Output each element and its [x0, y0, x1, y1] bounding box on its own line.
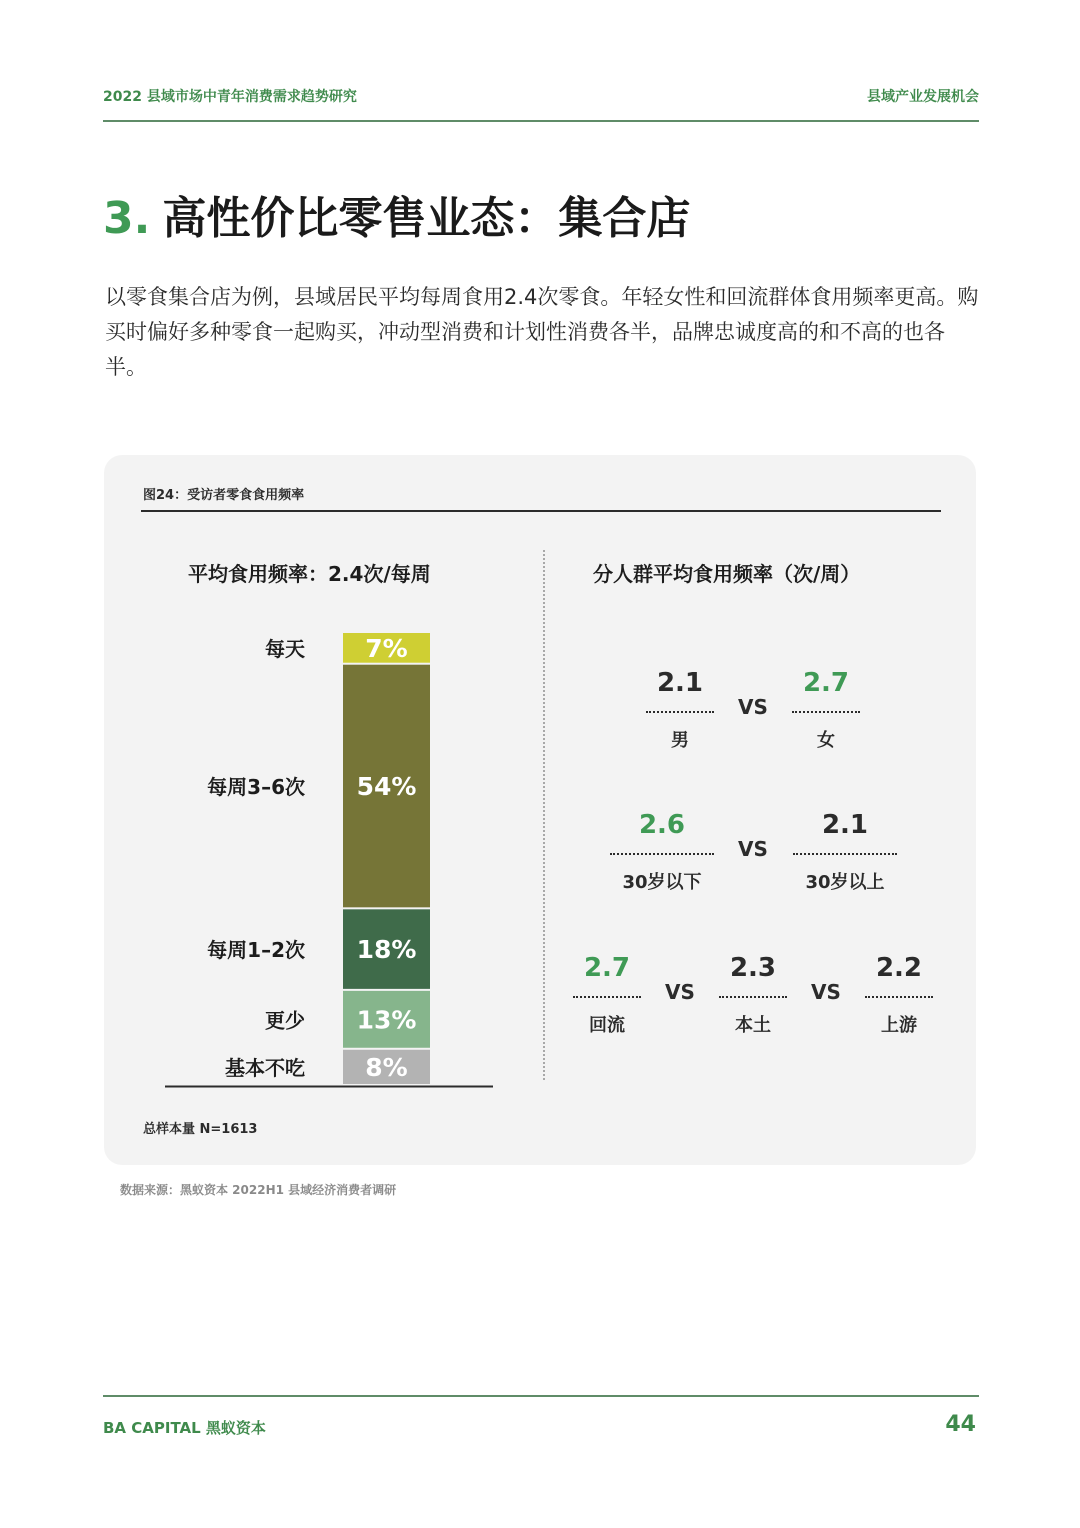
header-section-title: 县域产业发展机会: [867, 89, 979, 105]
comparison-heading: 分人群平均食用频率（次/周）: [593, 562, 861, 586]
section-title-text: 高性价比零售业态：集合店: [162, 193, 691, 244]
header-report-title: 2022 县域市场中青年消费需求趋势研究: [103, 89, 357, 105]
comparison-label: 30岁以下: [622, 872, 702, 893]
comparison-value: 2.7: [583, 953, 631, 983]
comparison-underline: [865, 996, 933, 998]
comparison-underline: [573, 996, 641, 998]
comparison-value: 2.1: [821, 810, 869, 840]
comparison-value: 2.6: [638, 810, 686, 840]
figure-divider: [543, 550, 545, 1080]
category-label: 基本不吃: [225, 1055, 305, 1080]
comparison-value: 2.1: [656, 668, 704, 698]
comparison-label: 本土: [735, 1015, 771, 1036]
data-source: 数据来源：黑蚁资本 2022H1 县域经济消费者调研: [120, 1183, 397, 1197]
figure-label: 图24：受访者零食食用频率: [143, 488, 305, 503]
page-header: [103, 84, 979, 122]
bar-value-label: 13%: [356, 1005, 417, 1035]
page-number: 44: [945, 1412, 976, 1437]
vs-label: VS: [811, 980, 841, 1004]
bar-value-label: 8%: [365, 1052, 408, 1082]
category-label: 每天: [265, 636, 305, 661]
figure-rule: [141, 510, 941, 512]
footer-rule: [103, 1395, 979, 1397]
comparison-label: 回流: [589, 1015, 625, 1036]
comparison-value: 2.2: [875, 953, 923, 983]
comparison-underline: [610, 853, 714, 855]
bar-value-label: 18%: [356, 935, 417, 965]
comparison-label: 30岁以上: [805, 872, 885, 893]
comparison-value: 2.3: [729, 953, 777, 983]
comparison-label: 男: [671, 730, 689, 751]
sample-size-note: 总样本量 N=1613: [143, 1122, 258, 1137]
section-number: 3.: [103, 193, 151, 244]
comparison-label: 上游: [881, 1015, 917, 1036]
category-label: 更少: [265, 1008, 305, 1033]
bar-value-label: 7%: [365, 633, 408, 663]
comparison-label: 女: [817, 730, 835, 751]
stacked-bar-chart: [150, 620, 510, 1095]
comparison-underline: [719, 996, 787, 998]
comparison-underline: [793, 853, 897, 855]
comparison-underline: [792, 711, 860, 713]
section-title: [103, 182, 690, 246]
intro-paragraph: 以零食集合店为例，县域居民平均每周食用2.4次零食。年轻女性和回流群体食用频率更高。购买时偏好多种零食一起购买，冲动型消费和计划性消费各半，品牌忠诚度高的和不高的也各半。: [105, 285, 979, 379]
comparison-value: 2.7: [802, 668, 850, 698]
comparison-underline: [646, 711, 714, 713]
vs-label: VS: [738, 837, 768, 861]
bar-value-label: 54%: [356, 772, 417, 802]
vs-label: VS: [738, 695, 768, 719]
category-label: 每周3–6次: [207, 775, 305, 800]
stacked-chart-heading: 平均食用频率：2.4次/每周: [188, 562, 431, 586]
category-label: 每周1–2次: [207, 938, 305, 963]
vs-label: VS: [665, 980, 695, 1004]
footer-brand: BA CAPITAL 黑蚁资本: [103, 1419, 266, 1437]
